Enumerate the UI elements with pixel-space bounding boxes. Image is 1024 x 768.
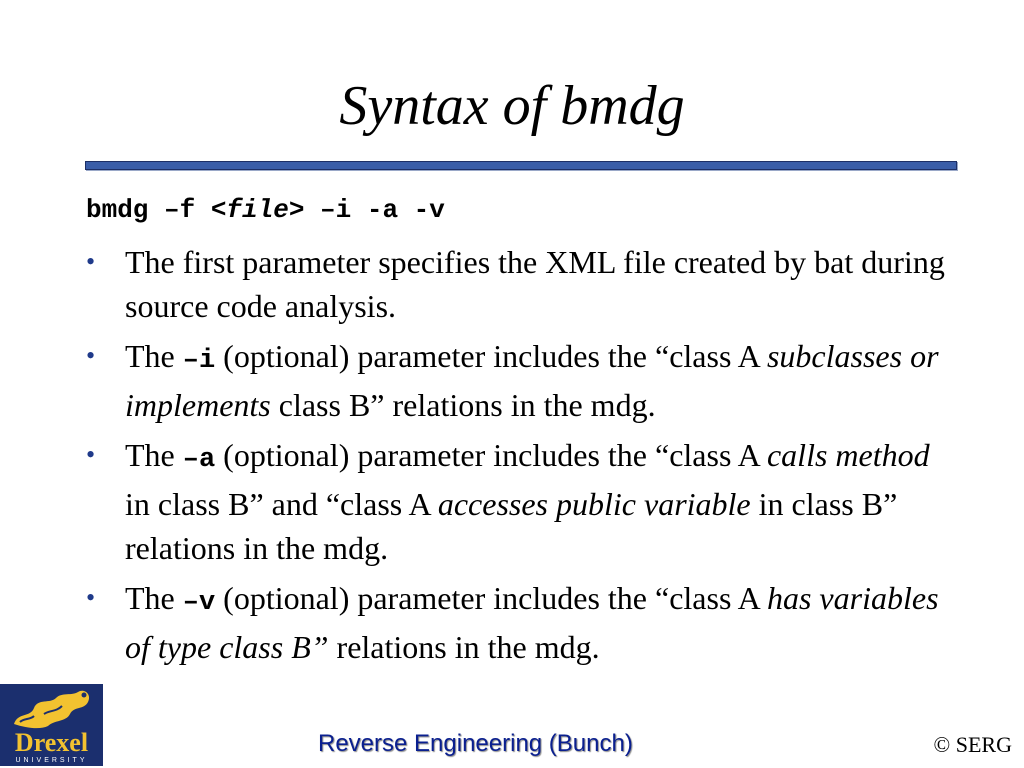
bullet-icon: • — [86, 583, 96, 612]
bullet-emphasis: calls method — [766, 437, 930, 473]
flag-v: –v — [182, 588, 216, 618]
bullet-tail: in class B” relations in the mdg. — [125, 486, 898, 566]
title-divider — [85, 161, 957, 170]
bullet-lead: The — [125, 338, 183, 374]
logo-text: Drexel — [14, 728, 89, 757]
logo-subtitle: UNIVERSITY — [15, 757, 88, 764]
flag-a: –a — [182, 445, 216, 475]
bullet-mid: (optional) parameter includes the “class A — [215, 338, 767, 374]
bullet-mid2: in class B” and “class A — [125, 486, 438, 522]
drexel-logo — [0, 684, 103, 766]
bullet-tail: relations in the mdg. — [328, 629, 600, 665]
bullet-icon: • — [86, 341, 96, 370]
bullet-lead: The — [125, 437, 183, 473]
command-syntax — [86, 193, 445, 227]
bullet-emphasis: has variables of type class B” — [125, 580, 939, 665]
bullet-item — [86, 334, 946, 427]
bullet-list — [86, 240, 946, 675]
bullet-item — [86, 240, 946, 328]
bullet-mid: (optional) parameter includes the “class A — [215, 437, 767, 473]
bullet-icon: • — [86, 440, 96, 469]
bullet-icon: • — [86, 247, 96, 276]
slide-title: Syntax of bmdg — [339, 75, 685, 137]
bullet-item — [86, 433, 946, 570]
bullet-emphasis: subclasses or implements — [125, 338, 939, 423]
flag-i: –i — [182, 346, 216, 376]
bullet-mid: (optional) parameter includes the “class A — [215, 580, 767, 616]
bullet-emphasis: accesses public variable — [437, 486, 751, 522]
bullet-item — [86, 576, 946, 669]
footer-course-title: Reverse Engineering (Bunch) — [318, 730, 633, 757]
footer-copyright: © SERG — [933, 732, 1012, 757]
dragon-icon — [0, 684, 103, 732]
bullet-tail: class B” relations in the mdg. — [270, 387, 656, 423]
command-prefix: bmdg –f — [86, 195, 211, 225]
bullet-lead: The — [125, 580, 183, 616]
bullet-text: The first parameter specifies the XML file created by bat during source code analysis. — [125, 244, 945, 324]
command-file-arg: <file> — [210, 195, 305, 225]
command-suffix: –i -a -v — [304, 195, 445, 225]
